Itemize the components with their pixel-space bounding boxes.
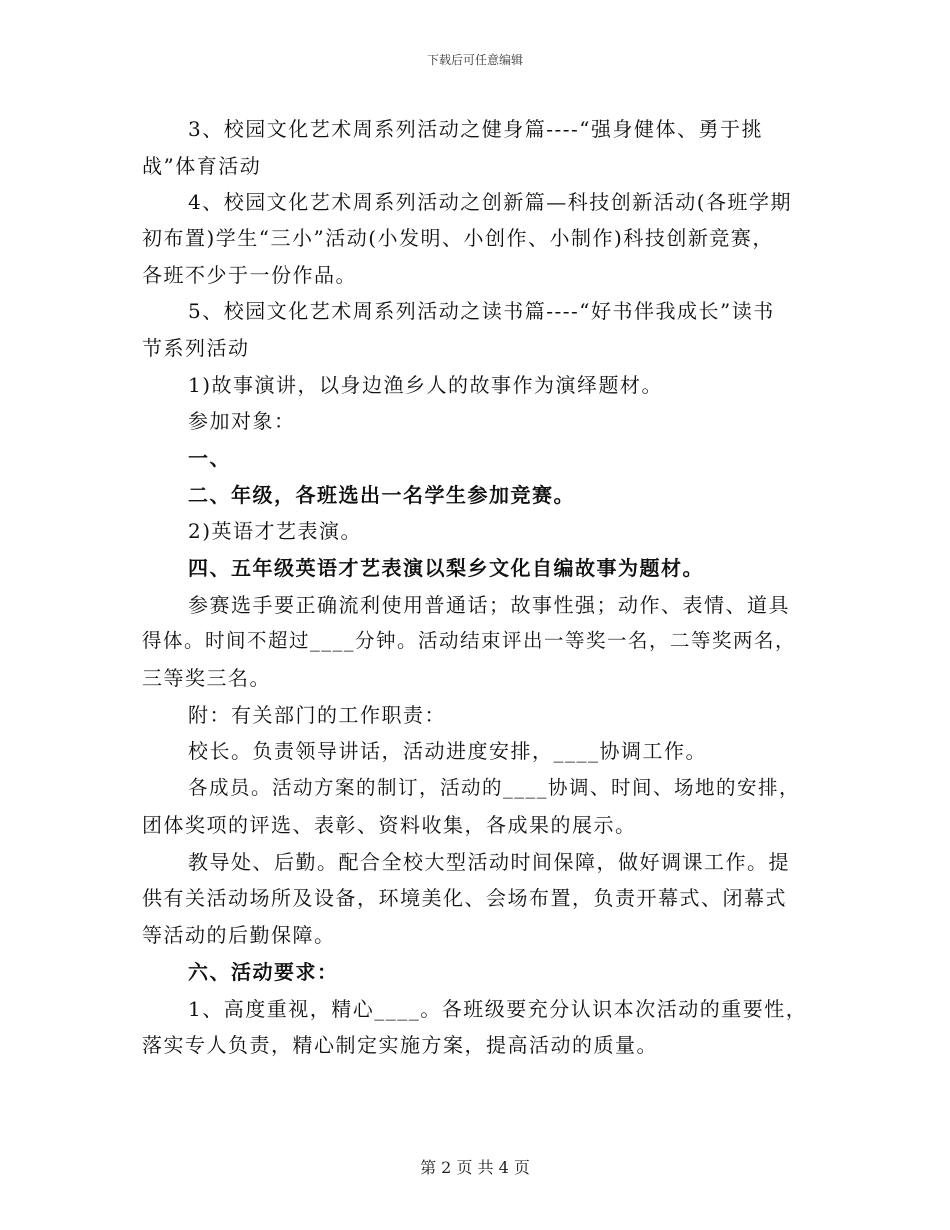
paragraph-line: 得体。时间不超过____分钟。活动结束评出一等奖一名，二等奖两名， [142, 629, 797, 652]
paragraph-line: 参赛选手要正确流利使用普通话；故事性强；动作、表情、道具 [188, 593, 790, 617]
paragraph-line: 三等奖三名。 [142, 666, 271, 690]
paragraph-line: 供有关活动场所及设备，环境美化、会场布置，负责开幕式、闭幕式 [142, 886, 787, 910]
paragraph-line: 各成员。活动方案的制订，活动的____协调、时间、场地的安排， [188, 776, 801, 799]
heading-line: 二、年级，各班选出一名学生参加竞赛。 [188, 483, 575, 507]
heading-line: 六、活动要求： [188, 960, 339, 984]
paragraph-line: 教导处、后勤。配合全校大型活动时间保障，做好调课工作。提 [188, 850, 790, 874]
paragraph-line: 1)故事演讲，以身边渔乡人的故事作为演绎题材。 [188, 373, 664, 397]
heading-line: 一、 [188, 446, 231, 470]
paragraph-line: 1、高度重视，精心____。各班级要充分认识本次活动的重要性， [188, 997, 808, 1021]
paragraph-line: 5、校园文化艺术周系列活动之读书篇----“好书伴我成长”读书 [188, 299, 775, 323]
paragraph-line: 2)英语才艺表演。 [188, 519, 363, 543]
paragraph-line: 节系列活动 [142, 336, 250, 360]
paragraph-line: 3、校园文化艺术周系列活动之健身篇----“强身健体、勇于挑 [188, 117, 763, 141]
paragraph-line: 4、校园文化艺术周系列活动之创新篇—科技创新活动(各班学期 [188, 190, 793, 214]
page-header: 下载后可任意编辑 [426, 53, 523, 67]
paragraph-line: 团体奖项的评选、表彰、资料收集，各成果的展示。 [142, 813, 637, 837]
page-number: 第 2 页 共 4 页 [420, 1158, 530, 1177]
paragraph-line: 各班不少于一份作品。 [142, 263, 357, 287]
paragraph-line: 初布置)学生“三小”活动(小发明、小创作、小制作)科技创新竞赛， [142, 226, 774, 250]
paragraph-line: 校长。负责领导讲话，活动进度安排，____协调工作。 [188, 739, 707, 763]
paragraph-line: 参加对象： [188, 409, 296, 433]
paragraph-line: 等活动的后勤保障。 [142, 923, 336, 947]
paragraph-line: 落实专人负责，精心制定实施方案，提高活动的质量。 [142, 1033, 658, 1057]
paragraph-line: 战”体育活动 [142, 154, 262, 178]
heading-line: 四、五年级英语才艺表演以梨乡文化自编故事为题材。 [188, 556, 704, 580]
paragraph-line: 附：有关部门的工作职责： [188, 703, 446, 727]
